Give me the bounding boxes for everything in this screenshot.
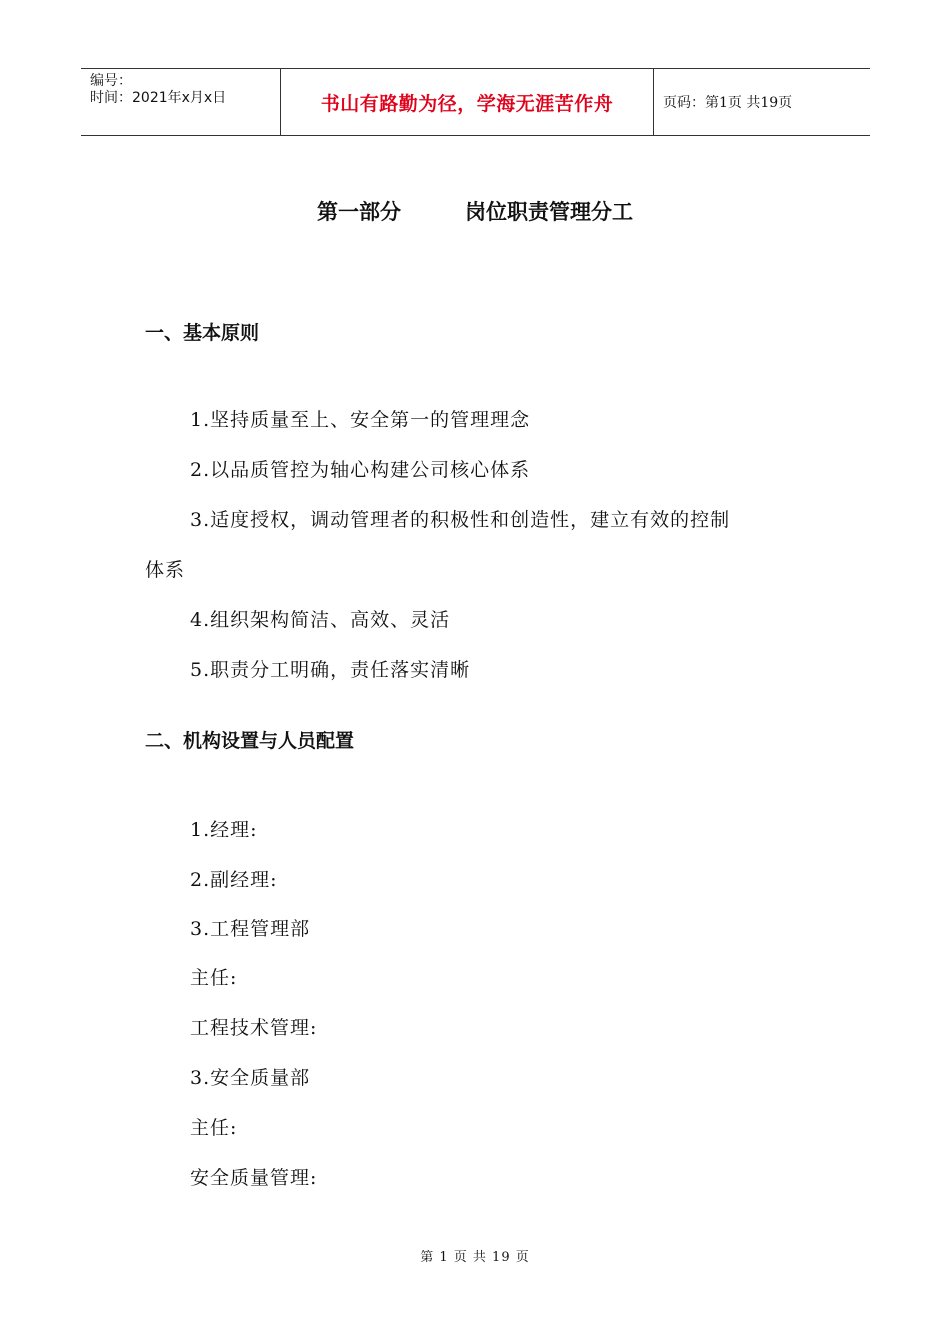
document-header [81, 68, 870, 136]
title-name: 岗位职责管理分工 [465, 200, 633, 224]
header-meta-cell [81, 69, 281, 135]
org-item: 工程技术管理: [190, 1017, 318, 1039]
org-item: 安全质量管理: [190, 1167, 318, 1189]
page-info: 页码：第1页 共19页 [663, 95, 793, 111]
principle-item-continuation: 体系 [145, 559, 186, 581]
section-heading-organization: 二、机构设置与人员配置 [145, 730, 355, 752]
principle-item: 5.职责分工明确，责任落实清晰 [190, 659, 471, 681]
page-footer: 第 1 页 共 19 页 [420, 1250, 530, 1265]
org-item: 主任: [190, 967, 238, 989]
serial-label: 编号： [90, 73, 132, 89]
section-heading-principles: 一、基本原则 [145, 322, 260, 344]
header-motto-cell [281, 69, 654, 135]
header-page-cell [654, 69, 870, 135]
org-item: 1.经理: [190, 819, 258, 841]
principle-item: 4.组织架构简洁、高效、灵活 [190, 609, 451, 631]
title-part: 第一部分 [317, 200, 401, 224]
date-label: 时间：2021年x月x日 [90, 90, 227, 106]
principle-item: 1.坚持质量至上、安全第一的管理理念 [190, 409, 531, 431]
org-item: 2.副经理: [190, 869, 278, 891]
org-item: 3.安全质量部 [190, 1067, 311, 1089]
principle-item: 3.适度授权，调动管理者的积极性和创造性，建立有效的控制 [190, 509, 731, 531]
principle-item: 2.以品质管控为轴心构建公司核心体系 [190, 459, 531, 481]
motto-text: 书山有路勤为径，学海无涯苦作舟 [320, 92, 614, 115]
org-item: 3.工程管理部 [190, 918, 311, 940]
org-item: 主任: [190, 1117, 238, 1139]
page-title [0, 196, 950, 226]
